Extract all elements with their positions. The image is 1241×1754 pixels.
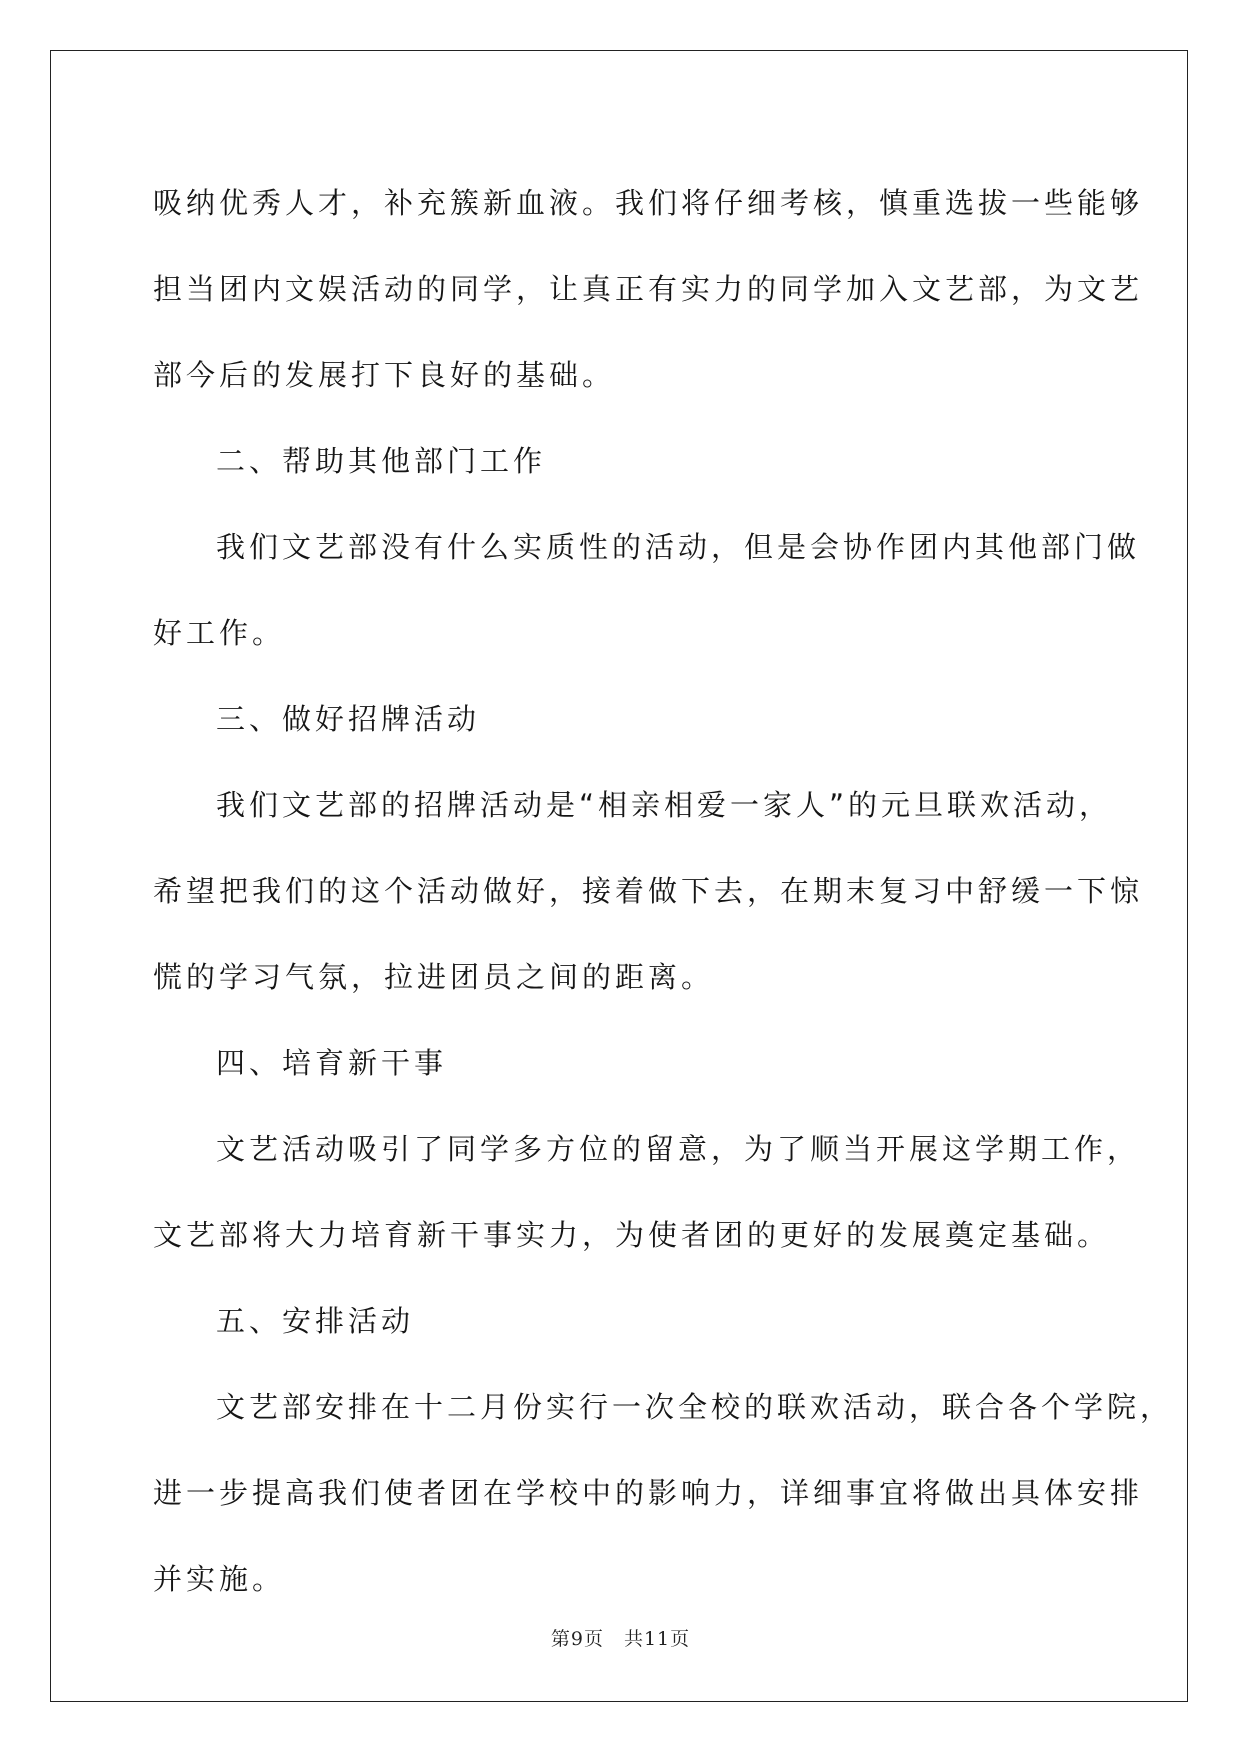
text-line: 进一步提高我们使者团在学校中的影响力，详细事宜将做出具体安排 [153, 1476, 1144, 1510]
section-heading: 四、培育新干事 [216, 1046, 448, 1080]
paragraph-section-2 [153, 504, 1141, 676]
paragraph-section-5 [153, 1364, 1174, 1622]
page-footer [0, 1624, 1241, 1651]
text-line: 文艺活动吸引了同学多方位的留意，为了顺当开展这学期工作， [216, 1132, 1141, 1166]
paragraph-section-4 [153, 1106, 1141, 1278]
section-heading: 五、安排活动 [216, 1304, 415, 1338]
page-number: 第9页 [550, 1628, 604, 1650]
text-line: 好工作。 [153, 616, 286, 650]
text-line: 文艺部安排在十二月份实行一次全校的联欢活动，联合各个学院， [216, 1390, 1174, 1424]
text-line: 担当团内文娱活动的同学，让真正有实力的同学加入文艺部，为文艺 [153, 272, 1144, 306]
text-line: 我们文艺部的招牌活动是“相亲相爱一家人”的元旦联欢活动， [216, 788, 1113, 822]
text-line: 吸纳优秀人才，补充簇新血液。我们将仔细考核，慎重选拔一些能够 [153, 186, 1144, 220]
text-line: 我们文艺部没有什么实质性的活动，但是会协作团内其他部门做 [216, 530, 1141, 564]
section-heading: 二、帮助其他部门工作 [216, 444, 547, 478]
text-line: 希望把我们的这个活动做好，接着做下去，在期末复习中舒缓一下惊 [153, 874, 1144, 908]
paragraph-section-3 [153, 762, 1144, 1020]
total-pages: 共11页 [623, 1628, 691, 1650]
text-line: 并实施。 [153, 1562, 286, 1596]
section-heading: 三、做好招牌活动 [216, 702, 481, 736]
heading-section-2 [153, 418, 1093, 504]
heading-section-5 [153, 1278, 1093, 1364]
text-line: 文艺部将大力培育新干事实力，为使者团的更好的发展奠定基础。 [153, 1218, 1111, 1252]
text-line: 慌的学习气氛，拉进团员之间的距离。 [153, 960, 715, 994]
heading-section-4 [153, 1020, 1093, 1106]
paragraph-recruitment [153, 160, 1144, 418]
heading-section-3 [153, 676, 1093, 762]
document-body [153, 160, 1174, 1622]
text-line: 部今后的发展打下良好的基础。 [153, 358, 616, 392]
